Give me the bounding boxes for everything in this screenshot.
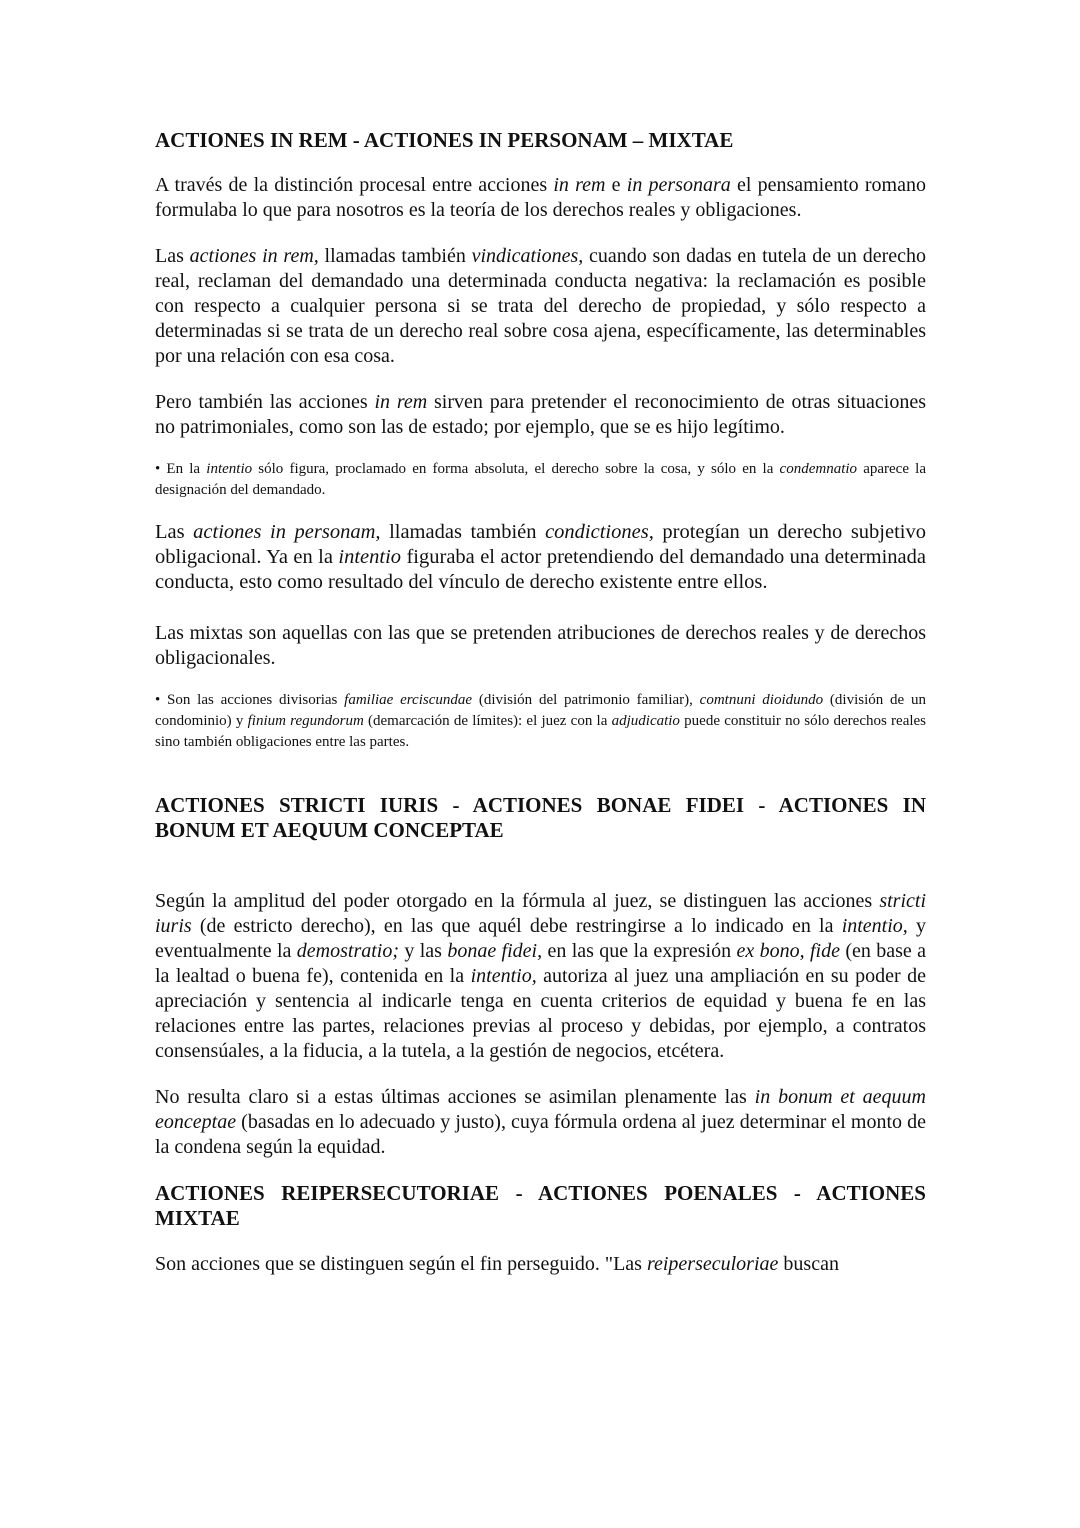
paragraph (155, 520, 926, 595)
text-run: sólo figura, proclamado en forma absoluta, el derecho sobre la cosa, y sólo en la (252, 461, 780, 477)
text-run: protegían un derecho subjetivo obligacional. Ya en la (155, 521, 926, 568)
italic-term: actiones in personam, (193, 521, 381, 543)
italic-term: intentio, (470, 965, 537, 987)
italic-term: condemnatio (779, 461, 858, 477)
text-run: el pensamiento romano formulaba lo que para nosotros es la teoría de los derechos reales y obligaciones. (155, 174, 926, 221)
paragraph (155, 621, 926, 671)
text-run: Las mixtas son aquellas con las que se pretenden atribuciones de derechos reales y de derechos obligacionales. (155, 622, 926, 669)
text-run: • En la (155, 461, 207, 477)
text-run: • Son las acciones divisorias (155, 692, 345, 708)
paragraph (155, 244, 926, 369)
italic-term: condictiones, (545, 521, 654, 543)
text-run: Son acciones que se distinguen según el fin perseguido. "Las (155, 1253, 647, 1275)
text-run: cuando son dadas en tutela de un derecho real, reclaman del demandado una determinada conducta negativa: la reclamación es posible con respecto a cualquier persona si se trata del derecho de propiedad, y sólo respecto a determinadas si se trata de un derecho real sobre cosa ajena, específicamente, las determinables por una relación con esa cosa. (155, 245, 926, 367)
paragraph (155, 390, 926, 440)
text-run: Pero también las acciones (155, 391, 375, 413)
italic-term: vindicationes, (471, 245, 584, 267)
text-run: llamadas también (380, 521, 546, 543)
text-run: A través de la distinción procesal entre acciones (155, 174, 554, 196)
text-run: aparece la designación del demandado. (155, 461, 926, 498)
paragraph (155, 889, 926, 1064)
text-run: sirven para pretender el reconocimiento de otras situaciones no patrimoniales, como son las de estado; por ejemplo, que se es hijo legítimo. (155, 391, 927, 438)
italic-term: intentio (338, 546, 402, 568)
text-run: (en base a la lealtad o buena fe), contenida en la (155, 940, 926, 987)
italic-term: in personara (626, 174, 731, 196)
text-run: figuraba el actor pretendiendo del demandado una determinada conducta, esto como resultado del vínculo de derecho existente entre ellos. (155, 546, 926, 593)
text-run: Las (155, 521, 194, 543)
footnote (155, 459, 926, 501)
text-run: Las (155, 245, 190, 267)
italic-term: adjudicatio (611, 713, 680, 729)
section-heading-stricti-iuris: ACTIONES STRICTI IURIS - ACTIONES BONAE FIDEI - ACTIONES IN BONUM ET AEQUUM CONCEPTAE (155, 793, 926, 842)
italic-term: bonae fidei, (447, 940, 543, 962)
italic-term: reiperseculoriae (646, 1253, 779, 1275)
text-run: e (605, 174, 627, 196)
text-run: buscan (778, 1253, 839, 1275)
italic-term: intentio, (841, 915, 908, 937)
paragraph (155, 1252, 926, 1277)
italic-term: ex bono, fide (736, 940, 840, 962)
paragraph (155, 1085, 926, 1160)
italic-term: actiones in rem, (189, 245, 319, 267)
italic-term: stricti iuris (155, 890, 926, 937)
section-heading-in-rem: ACTIONES IN REM - ACTIONES IN PERSONAM – MIXTAE (155, 128, 734, 152)
paragraph (155, 173, 926, 223)
text-run: llamadas también (318, 245, 472, 267)
footnote (155, 690, 926, 753)
text-run: autoriza al juez una ampliación en su poder de apreciación y sentencia al indicarle tenga en cuenta criterios de equidad y buena fe en las relaciones entre las partes, relaciones previas al proceso y debidas, por ejemplo, a contratos consensúales, a la fiducia, a la tutela, a la gestión de negocios, etcétera. (155, 965, 926, 1062)
section-heading-reipersecutoriae: ACTIONES REIPERSECUTORIAE - ACTIONES POENALES - ACTIONES MIXTAE (155, 1181, 926, 1230)
italic-term: in rem (374, 391, 428, 413)
text-run: Según la amplitud del poder otorgado en la fórmula al juez, se distinguen las acciones (155, 890, 880, 912)
text-run: en las que la expresión (542, 940, 737, 962)
text-run: (basadas en lo adecuado y justo), cuya fórmula ordena al juez determinar el monto de la condena según la equidad. (155, 1111, 926, 1158)
text-run: y eventualmente la (155, 915, 926, 962)
text-run: puede constituir no sólo derechos reales sino también obligaciones entre las partes. (155, 713, 927, 750)
italic-term: finium regundorum (247, 713, 364, 729)
italic-term: intentio (206, 461, 253, 477)
italic-term: comtnuni dioidundo (699, 692, 824, 708)
document-page (155, 128, 926, 1277)
italic-term: familiae erciscundae (344, 692, 473, 708)
text-run: y las (399, 940, 448, 962)
text-run: (división del patrimonio familiar), (472, 692, 700, 708)
text-run: No resulta claro si a estas últimas acciones se asimilan plenamente las (155, 1086, 755, 1108)
text-run: (demarcación de límites): el juez con la (363, 713, 612, 729)
text-run: (de estricto derecho), en las que aquél debe restringirse a lo indicado en la (191, 915, 842, 937)
italic-term: demostratio; (296, 940, 399, 962)
text-run: (división de un condominio) y (155, 692, 926, 729)
italic-term: in rem (553, 174, 606, 196)
italic-term: in bonum et aequum eonceptae (155, 1086, 926, 1133)
